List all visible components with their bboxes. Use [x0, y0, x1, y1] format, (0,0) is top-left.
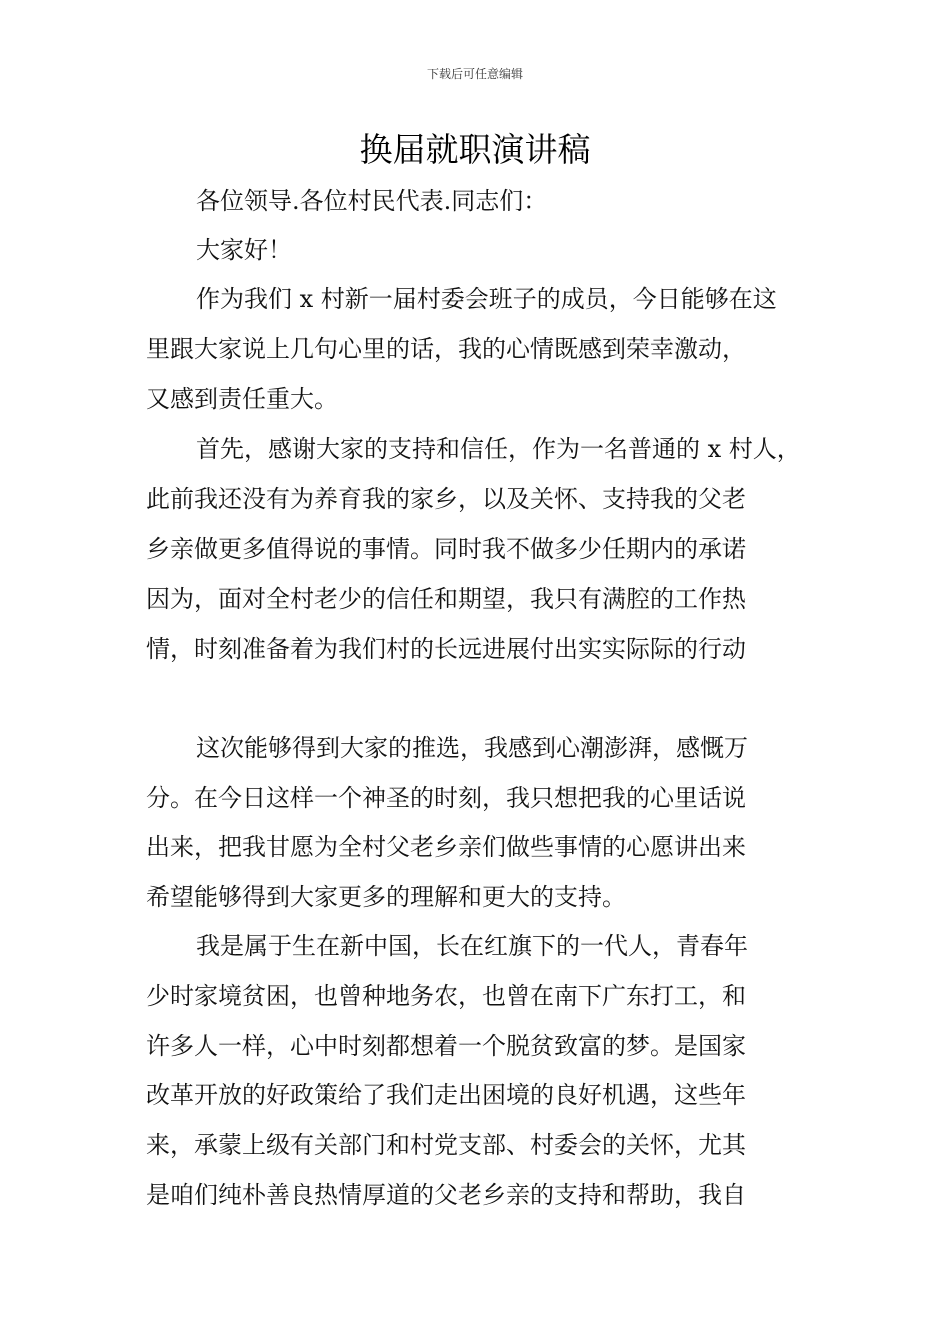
paragraph-line: 希望能够得到大家更多的理解和更大的支持。: [146, 883, 626, 911]
paragraph-line: 来，承蒙上级有关部门和村党支部、村委会的关怀，尤其: [146, 1131, 746, 1159]
paragraph-line: 改革开放的好政策给了我们走出困境的良好机遇，这些年: [146, 1081, 746, 1109]
paragraph-line: 又感到责任重大。: [146, 385, 338, 413]
page-header-note: 下载后可任意编辑: [426, 67, 523, 81]
paragraph-line: 里跟大家说上几句心里的话，我的心情既感到荣幸激动，: [146, 335, 746, 363]
paragraph-line: 少时家境贫困，也曾种地务农，也曾在南下广东打工，和: [146, 982, 746, 1010]
paragraph-line: 此前我还没有为养育我的家乡，以及关怀、支持我的父老: [146, 485, 746, 513]
salutation-line: 各位领导.各位村民代表.同志们：: [196, 187, 548, 215]
paragraph-line: 分。在今日这样一个神圣的时刻，我只想把我的心里话说: [146, 784, 746, 812]
document-title: 换届就职演讲稿: [359, 130, 591, 169]
paragraph-line: 因为，面对全村老少的信任和期望，我只有满腔的工作热: [146, 585, 746, 613]
paragraph-line: 情，时刻准备着为我们村的长远进展付出实实际际的行动: [146, 635, 746, 663]
paragraph-line: 出来，把我甘愿为全村父老乡亲们做些事情的心愿讲出来: [146, 833, 746, 861]
greeting-line: 大家好！: [196, 236, 292, 264]
paragraph-line: 许多人一样，心中时刻都想着一个脱贫致富的梦。是国家: [146, 1032, 746, 1060]
paragraph-line: 乡亲做更多值得说的事情。同时我不做多少任期内的承诺: [146, 535, 746, 563]
paragraph-line: 我是属于生在新中国，长在红旗下的一代人，青春年: [196, 932, 748, 960]
paragraph-line: 首先，感谢大家的支持和信任，作为一名普通的 x 村人，: [196, 435, 801, 463]
paragraph-line: 作为我们 x 村新一届村委会班子的成员，今日能够在这: [196, 285, 777, 313]
paragraph-line: 是咱们纯朴善良热情厚道的父老乡亲的支持和帮助，我自: [146, 1181, 746, 1209]
paragraph-line: 这次能够得到大家的推选，我感到心潮澎湃，感慨万: [196, 734, 748, 762]
